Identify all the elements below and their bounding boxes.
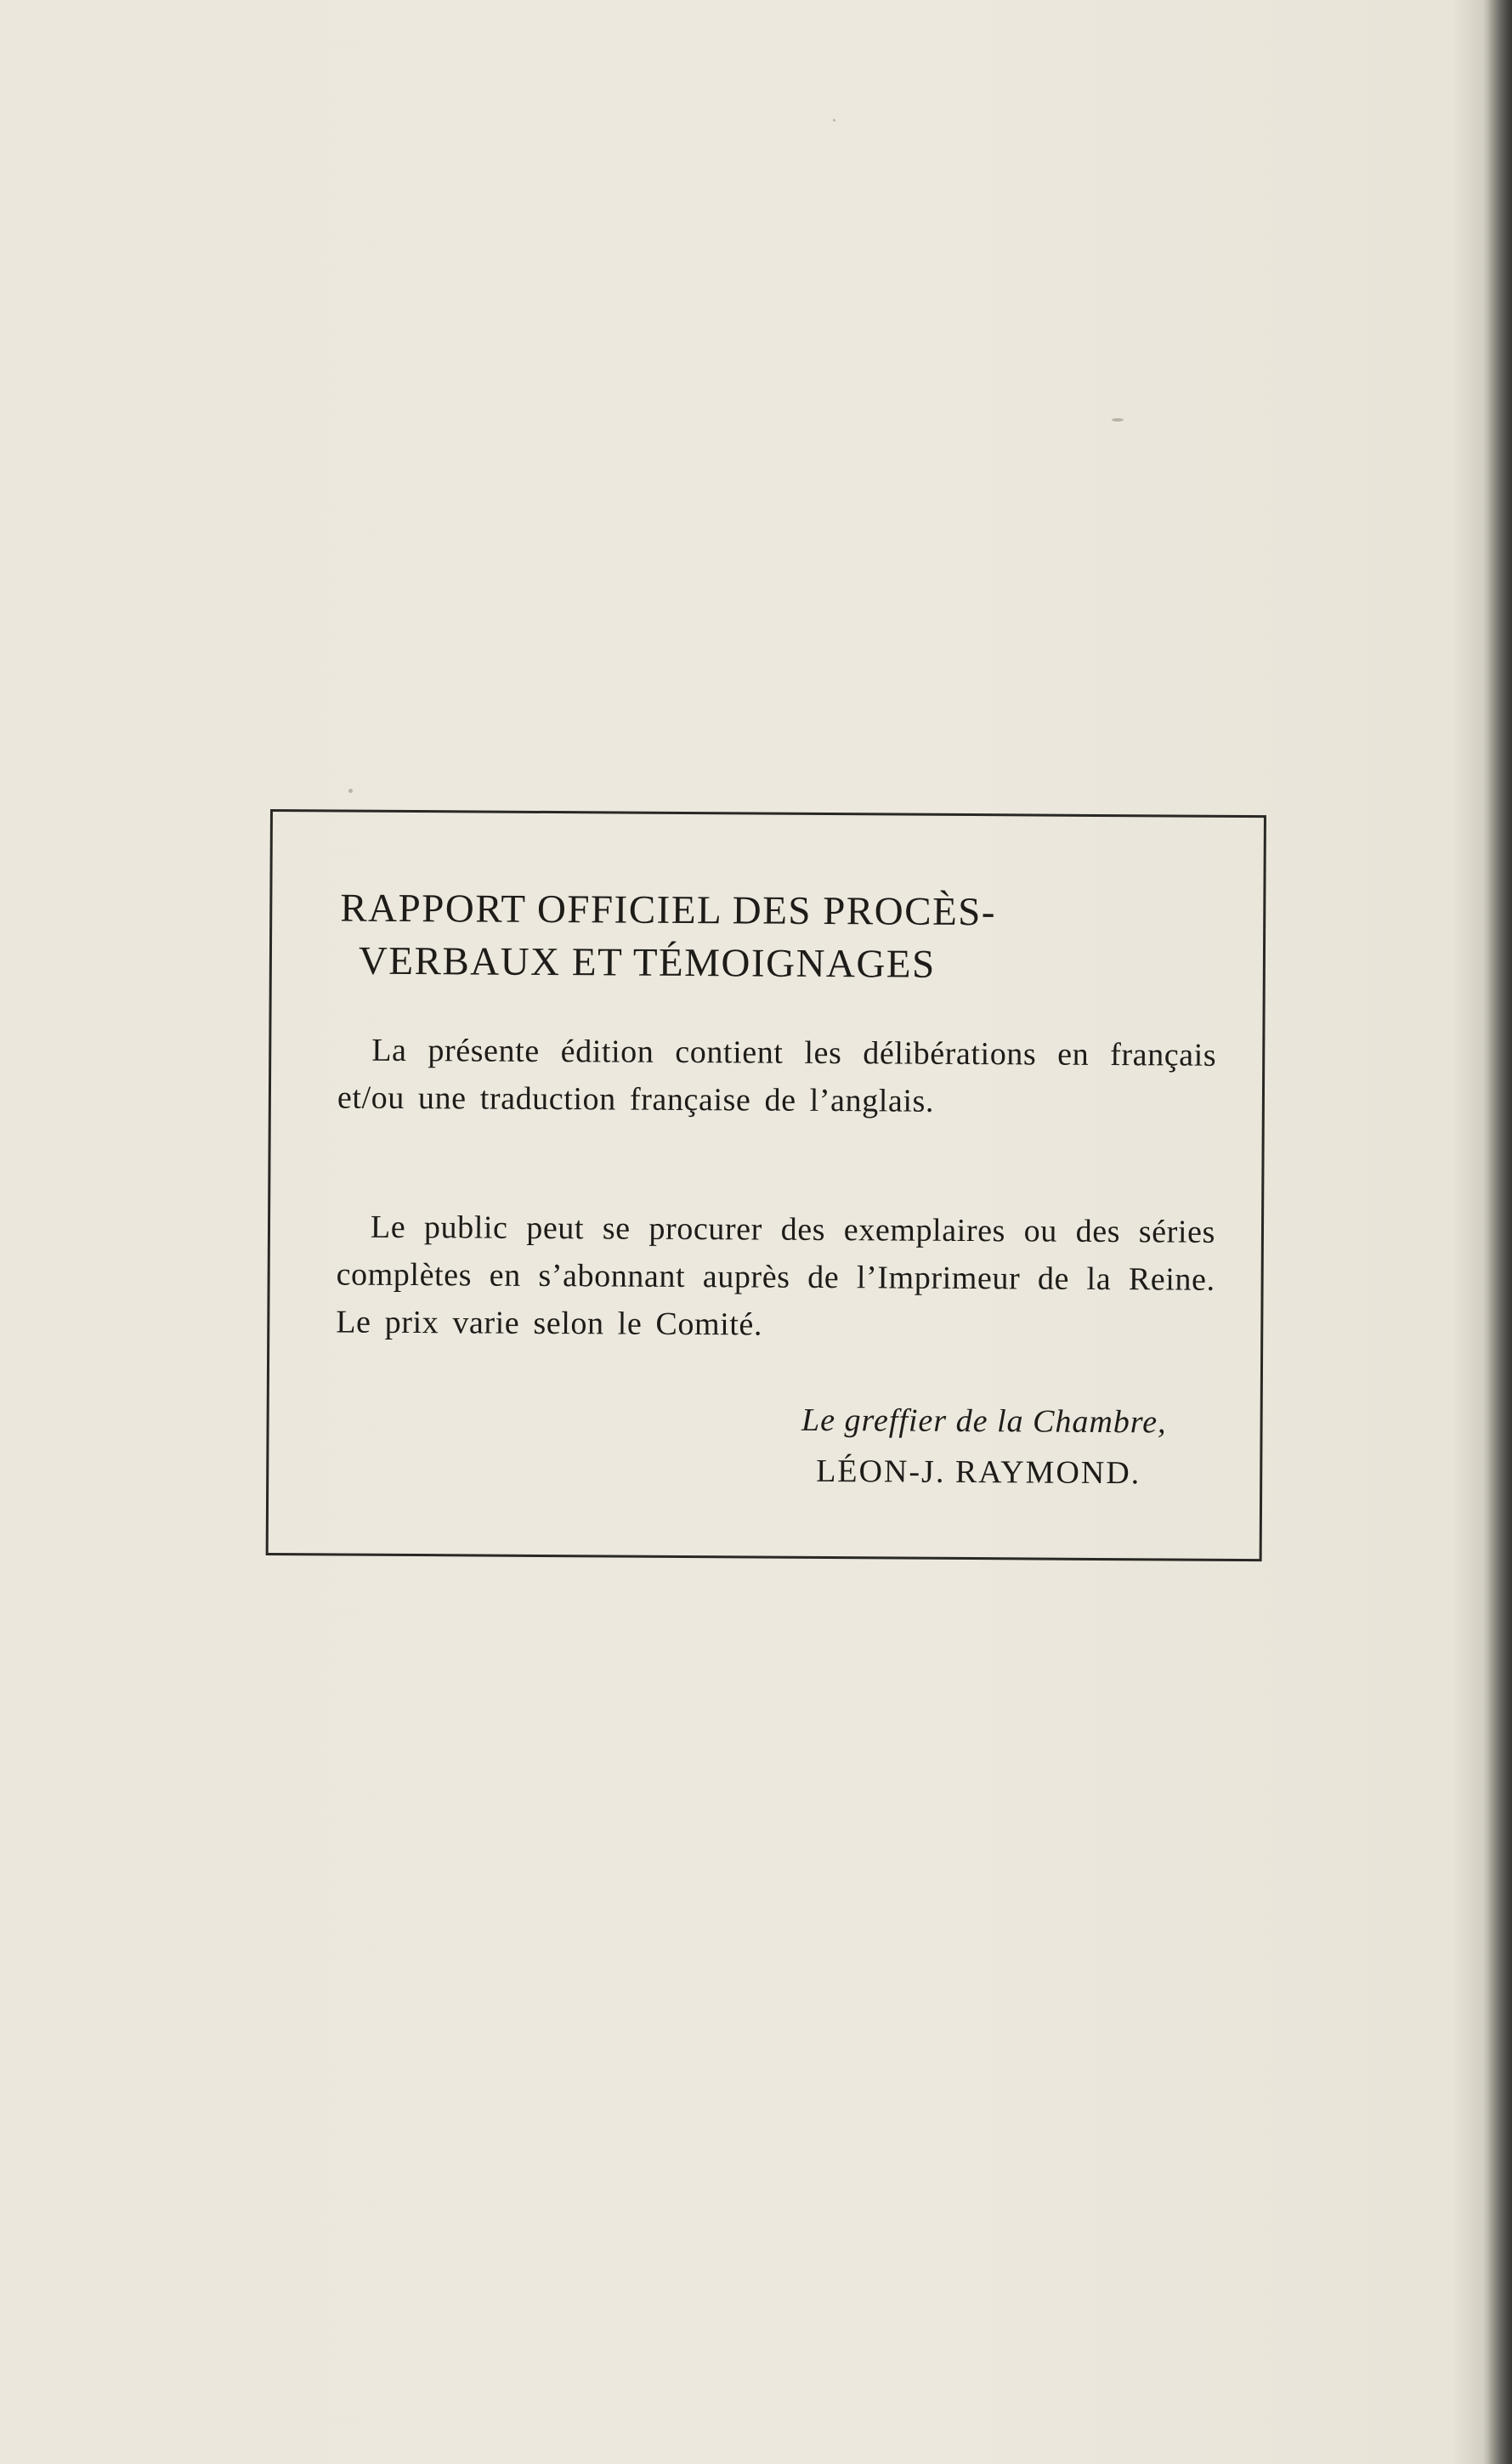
notice-box — [266, 809, 1266, 1561]
edition-paragraph: La présente édition contient les délibérations en français et/ou une traduction française de l’anglais. — [337, 1032, 1217, 1119]
notice-title — [340, 882, 1216, 993]
page-edge-shadow — [1483, 0, 1512, 2464]
notice-title-line-2: VERBAUX ET TÉMOIGNAGES — [358, 938, 936, 987]
paper-speck — [348, 789, 353, 793]
subscription-paragraph: Le public peut se procurer des exemplaires ou des séries complètes en s’abonnant auprès de l’Imprimeur de la Reine. Le prix varie selon le Comité. — [336, 1209, 1216, 1343]
paper-speck — [1112, 418, 1124, 422]
signature-role: Le greffier de la Chambre, — [801, 1402, 1167, 1441]
paper-speck — [833, 119, 835, 122]
notice-title-line-1: RAPPORT OFFICIEL DES PROCÈS- — [340, 886, 997, 935]
signature-block — [801, 1395, 1167, 1499]
signature-name: LÉON-J. RAYMOND. — [816, 1453, 1141, 1492]
